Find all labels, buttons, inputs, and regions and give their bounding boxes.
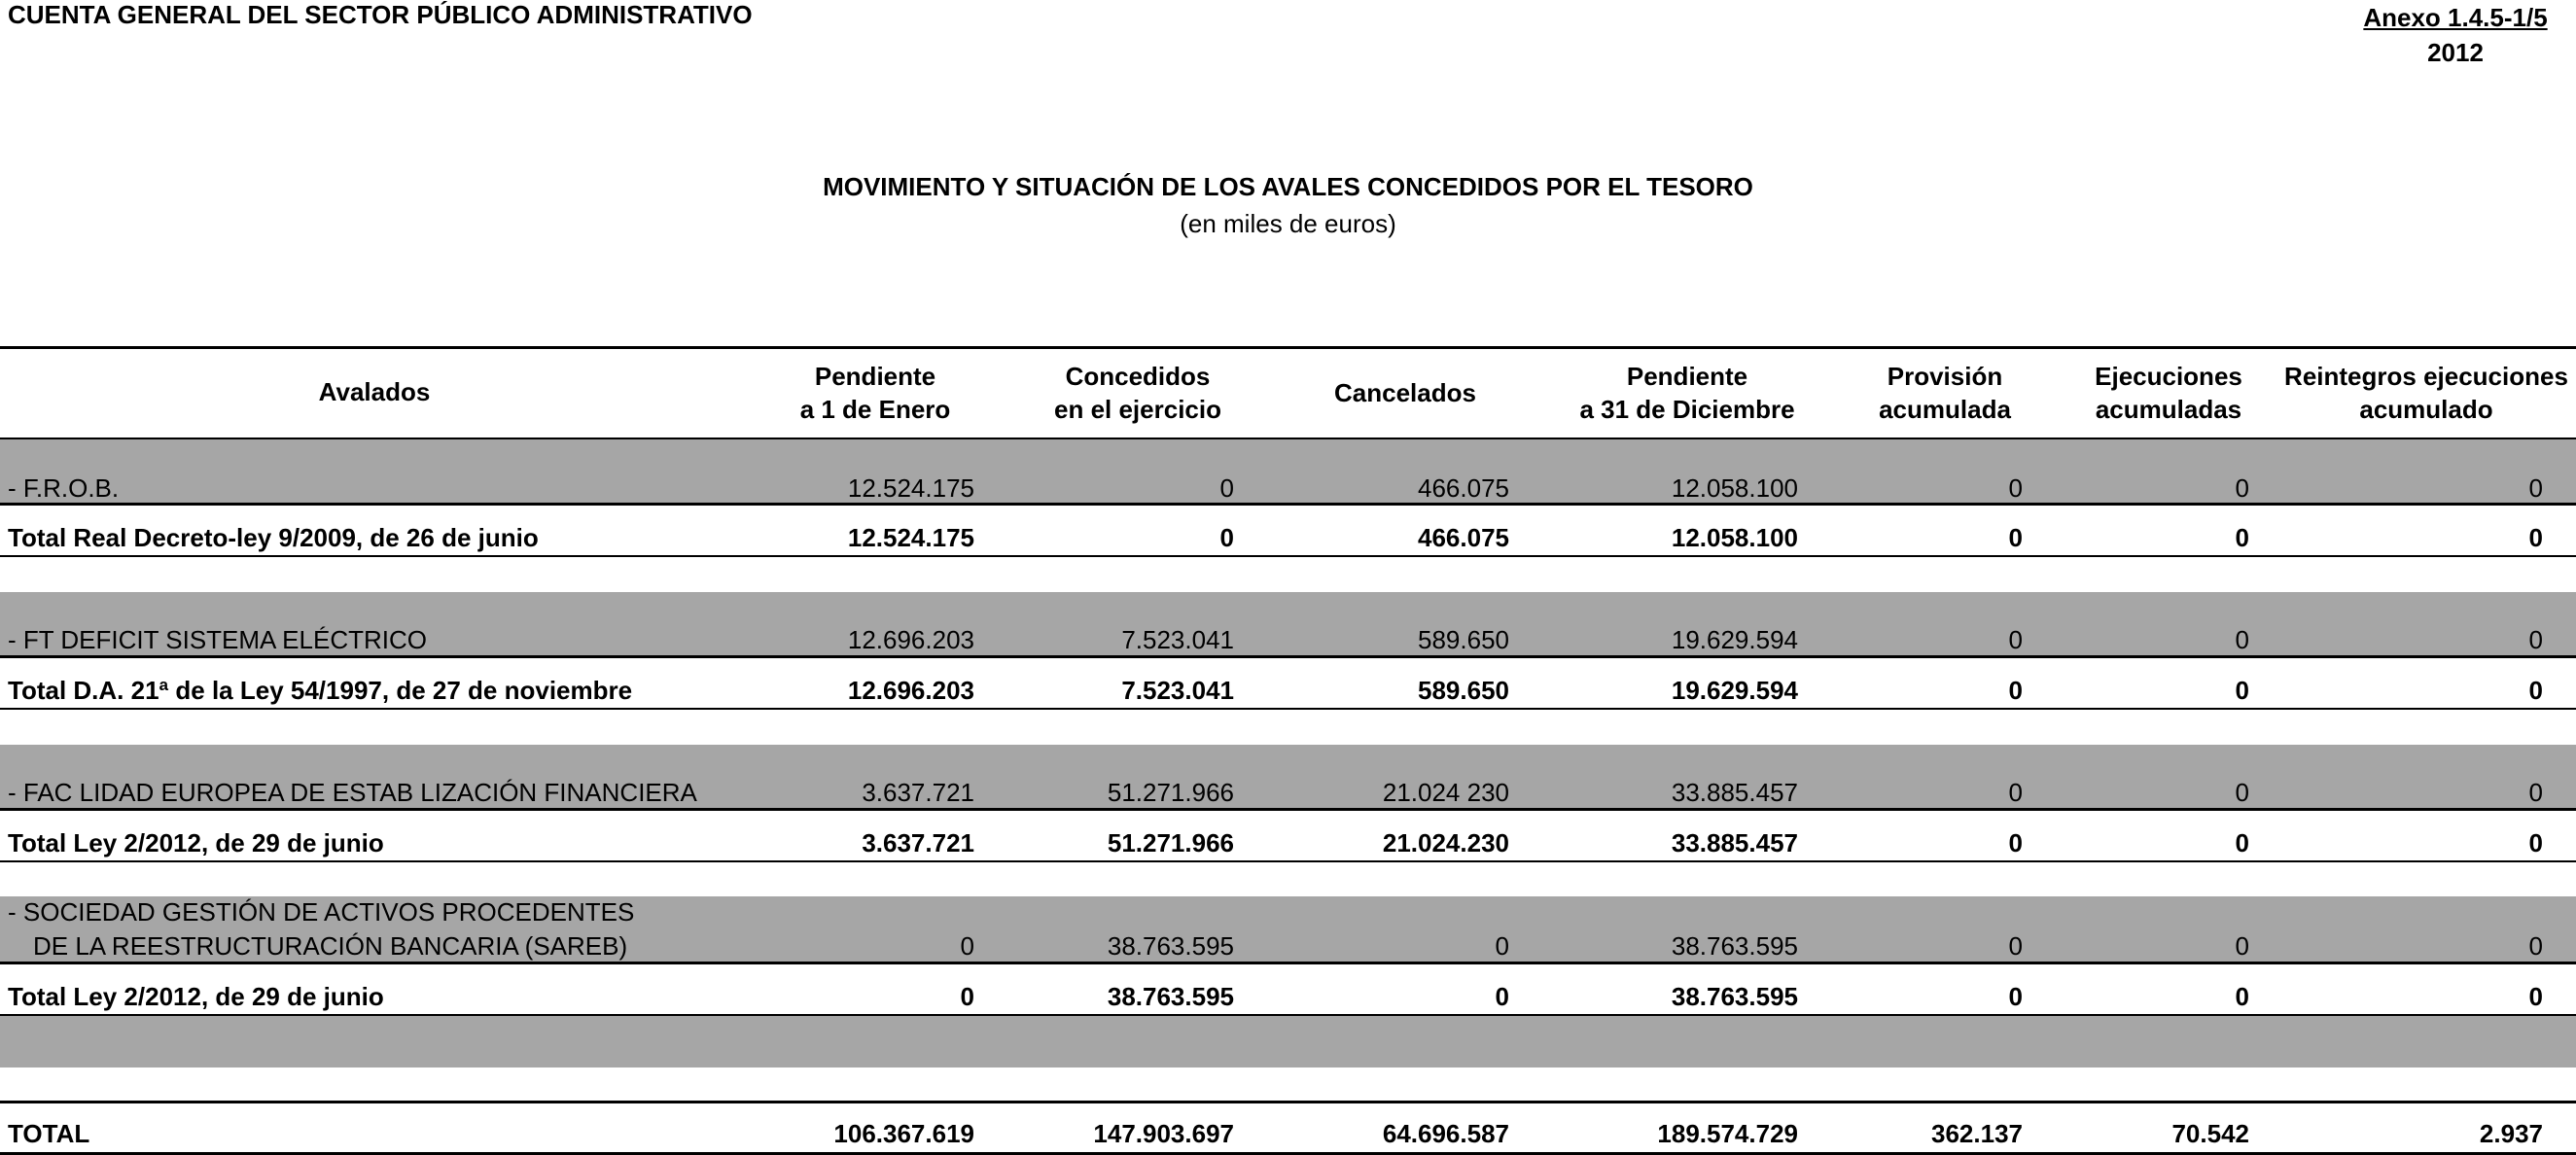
cell-concedidos: 0 [1219, 523, 1234, 552]
cell-cancelados: 466.075 [1418, 523, 1509, 552]
cell-provision: 0 [2008, 828, 2023, 858]
cell-concedidos: 51.271.966 [1107, 778, 1234, 807]
cell-ejecuciones: 0 [2235, 828, 2249, 858]
cell-pendiente-fin: 38.763.595 [1671, 931, 1798, 961]
cell-ejecuciones: 70.542 [2171, 1119, 2249, 1148]
band-empty [0, 1016, 2576, 1068]
col-label: acumuladas [2095, 395, 2242, 424]
col-pendiente-fin [1546, 360, 1828, 426]
col-reintegros [2276, 360, 2576, 426]
col-concedidos [1002, 360, 1274, 426]
cell-pendiente-fin: 19.629.594 [1671, 625, 1798, 654]
col-label: a 1 de Enero [799, 395, 951, 424]
cell-concedidos: 0 [1219, 473, 1234, 503]
row-label-total: Total Ley 2/2012, de 29 de junio [8, 982, 384, 1011]
cell-cancelados: 0 [1495, 931, 1509, 961]
col-label: Ejecuciones [2095, 362, 2242, 391]
cell-cancelados: 64.696.587 [1382, 1119, 1509, 1148]
cell-provision: 362.137 [1931, 1119, 2023, 1148]
rule-total-top [0, 1101, 2576, 1103]
cell-ejecuciones: 0 [2235, 931, 2249, 961]
rule-top [0, 346, 2576, 349]
row-label-facilidad: - FAC LIDAD EUROPEA DE ESTAB LIZACIÓN FINANCIERA [8, 778, 697, 807]
cell-pendiente-inicio: 3.637.721 [862, 778, 974, 807]
annex-number: Anexo 1.4.5-1/5 [2363, 3, 2548, 32]
col-label: Concedidos [1065, 362, 1211, 391]
cell-pendiente-fin: 33.885.457 [1671, 778, 1798, 807]
row-label-sareb-line2: DE LA REESTRUCTURACIÓN BANCARIA (SAREB) [33, 931, 628, 961]
cell-ejecuciones: 0 [2235, 473, 2249, 503]
cell-reintegros: 0 [2528, 828, 2543, 858]
cell-concedidos: 51.271.966 [1107, 828, 1234, 858]
cell-concedidos: 7.523.041 [1121, 676, 1234, 705]
cell-concedidos: 38.763.595 [1107, 931, 1234, 961]
col-provision [1828, 360, 2062, 426]
row-label-sareb: - SOCIEDAD GESTIÓN DE ACTIVOS PROCEDENTES [8, 897, 635, 927]
row-label-frob: - F.R.O.B. [8, 473, 120, 503]
cell-pendiente-inicio: 12.524.175 [847, 473, 974, 503]
cell-pendiente-fin: 12.058.100 [1671, 523, 1798, 552]
cell-reintegros: 0 [2528, 982, 2543, 1011]
cell-cancelados: 21.024.230 [1382, 828, 1509, 858]
cell-provision: 0 [2008, 523, 2023, 552]
col-label: Pendiente [814, 362, 936, 391]
col-ejecuciones [2052, 360, 2285, 426]
col-label: a 31 de Diciembre [1579, 395, 1795, 424]
cell-pendiente-inicio: 0 [960, 931, 974, 961]
cell-concedidos: 38.763.595 [1107, 982, 1234, 1011]
page-subtitle: (en miles de euros) [1180, 209, 1396, 238]
row-label-grand-total: TOTAL [8, 1119, 90, 1148]
col-avalados: Avalados [318, 377, 431, 406]
cell-pendiente-fin: 38.763.595 [1671, 982, 1798, 1011]
cell-provision: 0 [2008, 931, 2023, 961]
rule [0, 808, 2576, 811]
cell-pendiente-inicio: 106.367.619 [833, 1119, 974, 1148]
cell-reintegros: 0 [2528, 931, 2543, 961]
cell-reintegros: 2.937 [2479, 1119, 2543, 1148]
cell-cancelados: 589.650 [1418, 676, 1509, 705]
cell-provision: 0 [2008, 625, 2023, 654]
cell-cancelados: 589.650 [1418, 625, 1509, 654]
cell-pendiente-fin: 33.885.457 [1671, 828, 1798, 858]
cell-concedidos: 7.523.041 [1121, 625, 1234, 654]
cell-ejecuciones: 0 [2235, 625, 2249, 654]
rule [0, 962, 2576, 964]
cell-pendiente-fin: 19.629.594 [1671, 676, 1798, 705]
cell-pendiente-inicio: 12.696.203 [847, 676, 974, 705]
cell-concedidos: 147.903.697 [1093, 1119, 1234, 1148]
cell-pendiente-inicio: 12.524.175 [847, 523, 974, 552]
report-header: CUENTA GENERAL DEL SECTOR PÚBLICO ADMINISTRATIVO [8, 0, 753, 29]
cell-ejecuciones: 0 [2235, 982, 2249, 1011]
rule [0, 708, 2576, 710]
cell-reintegros: 0 [2528, 473, 2543, 503]
cell-reintegros: 0 [2528, 625, 2543, 654]
cell-pendiente-inicio: 0 [960, 982, 974, 1011]
row-label-total: Total Ley 2/2012, de 29 de junio [8, 828, 384, 858]
cell-provision: 0 [2008, 982, 2023, 1011]
col-label: en el ejercicio [1054, 395, 1221, 424]
row-label-ft-deficit: - FT DEFICIT SISTEMA ELÉCTRICO [8, 625, 427, 654]
cell-reintegros: 0 [2528, 778, 2543, 807]
cell-reintegros: 0 [2528, 676, 2543, 705]
cell-pendiente-fin: 189.574.729 [1657, 1119, 1798, 1148]
col-label: Pendiente [1626, 362, 1748, 391]
rule [0, 555, 2576, 557]
rule [0, 503, 2576, 506]
col-pendiente-inicio [739, 360, 1011, 426]
rule [0, 860, 2576, 862]
row-label-total: Total Real Decreto-ley 9/2009, de 26 de junio [8, 523, 539, 552]
cell-reintegros: 0 [2528, 523, 2543, 552]
cell-ejecuciones: 0 [2235, 523, 2249, 552]
cell-pendiente-inicio: 12.696.203 [847, 625, 974, 654]
cell-ejecuciones: 0 [2235, 676, 2249, 705]
row-label-total: Total D.A. 21ª de la Ley 54/1997, de 27 de noviembre [8, 676, 633, 705]
col-label: Provisión [1887, 362, 2003, 391]
cell-ejecuciones: 0 [2235, 778, 2249, 807]
col-cancelados: Cancelados [1334, 378, 1476, 407]
cell-pendiente-inicio: 3.637.721 [862, 828, 974, 858]
col-label: acumulada [1879, 395, 2011, 424]
cell-cancelados: 466.075 [1418, 473, 1509, 503]
cell-cancelados: 21.024 230 [1382, 778, 1509, 807]
cell-provision: 0 [2008, 473, 2023, 503]
col-label: Reintegros ejecuciones [2284, 362, 2568, 391]
col-label: acumulado [2359, 395, 2493, 424]
cell-cancelados: 0 [1495, 982, 1509, 1011]
page-title: MOVIMIENTO Y SITUACIÓN DE LOS AVALES CONCEDIDOS POR EL TESORO [823, 172, 1753, 201]
cell-provision: 0 [2008, 778, 2023, 807]
annex-block [2314, 0, 2576, 70]
cell-pendiente-fin: 12.058.100 [1671, 473, 1798, 503]
cell-provision: 0 [2008, 676, 2023, 705]
report-year: 2012 [2427, 38, 2484, 67]
rule [0, 655, 2576, 658]
